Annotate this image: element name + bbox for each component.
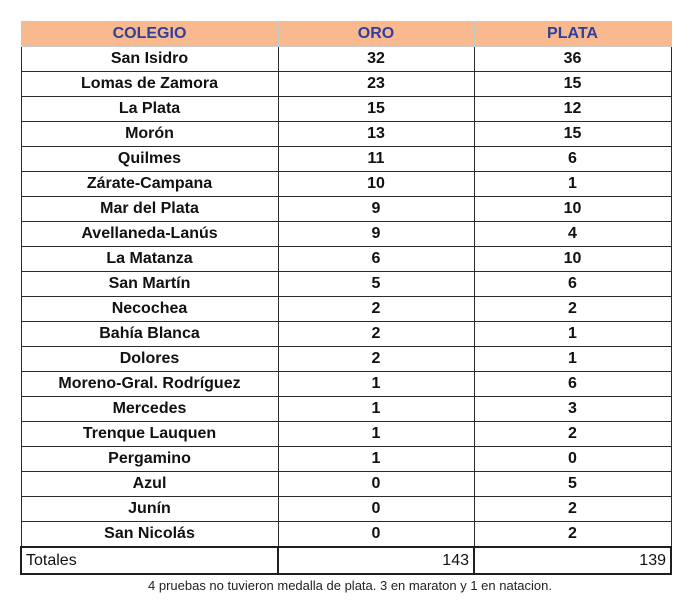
cell-oro: 10	[278, 172, 474, 197]
table-row	[21, 472, 671, 497]
header-plata: PLATA	[474, 22, 671, 47]
cell-oro: 2	[278, 297, 474, 322]
cell-colegio: Lomas de Zamora	[21, 72, 278, 97]
cell-oro: 11	[278, 147, 474, 172]
cell-oro: 1	[278, 447, 474, 472]
table-row	[21, 247, 671, 272]
cell-plata: 12	[474, 97, 671, 122]
cell-plata: 3	[474, 397, 671, 422]
table-row	[21, 172, 671, 197]
cell-oro: 23	[278, 72, 474, 97]
cell-plata: 6	[474, 372, 671, 397]
cell-oro: 13	[278, 122, 474, 147]
cell-oro: 2	[278, 322, 474, 347]
cell-oro: 15	[278, 97, 474, 122]
cell-colegio: La Plata	[21, 97, 278, 122]
table-row	[21, 197, 671, 222]
cell-colegio: Junín	[21, 497, 278, 522]
cell-oro: 1	[278, 397, 474, 422]
cell-colegio: Bahía Blanca	[21, 322, 278, 347]
cell-plata: 5	[474, 472, 671, 497]
cell-oro: 1	[278, 422, 474, 447]
cell-colegio: San Martín	[21, 272, 278, 297]
cell-oro: 0	[278, 472, 474, 497]
cell-plata: 10	[474, 247, 671, 272]
totals-plata: 139	[474, 547, 671, 574]
table-row	[21, 47, 671, 72]
cell-colegio: Necochea	[21, 297, 278, 322]
table-row	[21, 397, 671, 422]
header-oro: ORO	[278, 22, 474, 47]
table-row	[21, 222, 671, 247]
cell-colegio: Avellaneda-Lanús	[21, 222, 278, 247]
cell-colegio: San Isidro	[21, 47, 278, 72]
cell-colegio: La Matanza	[21, 247, 278, 272]
table-row	[21, 272, 671, 297]
cell-plata: 4	[474, 222, 671, 247]
cell-oro: 6	[278, 247, 474, 272]
cell-colegio: Mercedes	[21, 397, 278, 422]
cell-colegio: Pergamino	[21, 447, 278, 472]
cell-plata: 0	[474, 447, 671, 472]
cell-plata: 10	[474, 197, 671, 222]
cell-oro: 1	[278, 372, 474, 397]
cell-oro: 9	[278, 197, 474, 222]
footnote: 4 pruebas no tuvieron medalla de plata. 3 en maraton y 1 en natacion.	[148, 578, 552, 593]
table-row	[21, 147, 671, 172]
cell-colegio: Morón	[21, 122, 278, 147]
table-row	[21, 97, 671, 122]
table-row	[21, 372, 671, 397]
cell-colegio: Zárate-Campana	[21, 172, 278, 197]
table-row	[21, 522, 671, 548]
cell-oro: 32	[278, 47, 474, 72]
cell-plata: 2	[474, 497, 671, 522]
cell-oro: 0	[278, 522, 474, 548]
header-row	[21, 22, 671, 47]
header-colegio: COLEGIO	[21, 22, 278, 47]
cell-colegio: Moreno-Gral. Rodríguez	[21, 372, 278, 397]
table-row	[21, 322, 671, 347]
cell-plata: 2	[474, 422, 671, 447]
medal-table	[20, 21, 672, 575]
cell-colegio: San Nicolás	[21, 522, 278, 548]
cell-plata: 6	[474, 147, 671, 172]
cell-colegio: Dolores	[21, 347, 278, 372]
cell-colegio: Trenque Lauquen	[21, 422, 278, 447]
cell-colegio: Mar del Plata	[21, 197, 278, 222]
cell-oro: 9	[278, 222, 474, 247]
cell-colegio: Quilmes	[21, 147, 278, 172]
table-row	[21, 72, 671, 97]
table-row	[21, 347, 671, 372]
table-row	[21, 122, 671, 147]
cell-colegio: Azul	[21, 472, 278, 497]
totals-oro: 143	[278, 547, 474, 574]
cell-plata: 1	[474, 347, 671, 372]
cell-plata: 15	[474, 122, 671, 147]
table-row	[21, 447, 671, 472]
cell-plata: 1	[474, 172, 671, 197]
totals-row	[21, 547, 671, 574]
cell-oro: 5	[278, 272, 474, 297]
cell-oro: 2	[278, 347, 474, 372]
cell-plata: 36	[474, 47, 671, 72]
cell-plata: 1	[474, 322, 671, 347]
table-row	[21, 422, 671, 447]
cell-plata: 6	[474, 272, 671, 297]
cell-plata: 2	[474, 297, 671, 322]
cell-oro: 0	[278, 497, 474, 522]
totals-label: Totales	[21, 547, 278, 574]
table-row	[21, 297, 671, 322]
cell-plata: 15	[474, 72, 671, 97]
cell-plata: 2	[474, 522, 671, 548]
table-row	[21, 497, 671, 522]
